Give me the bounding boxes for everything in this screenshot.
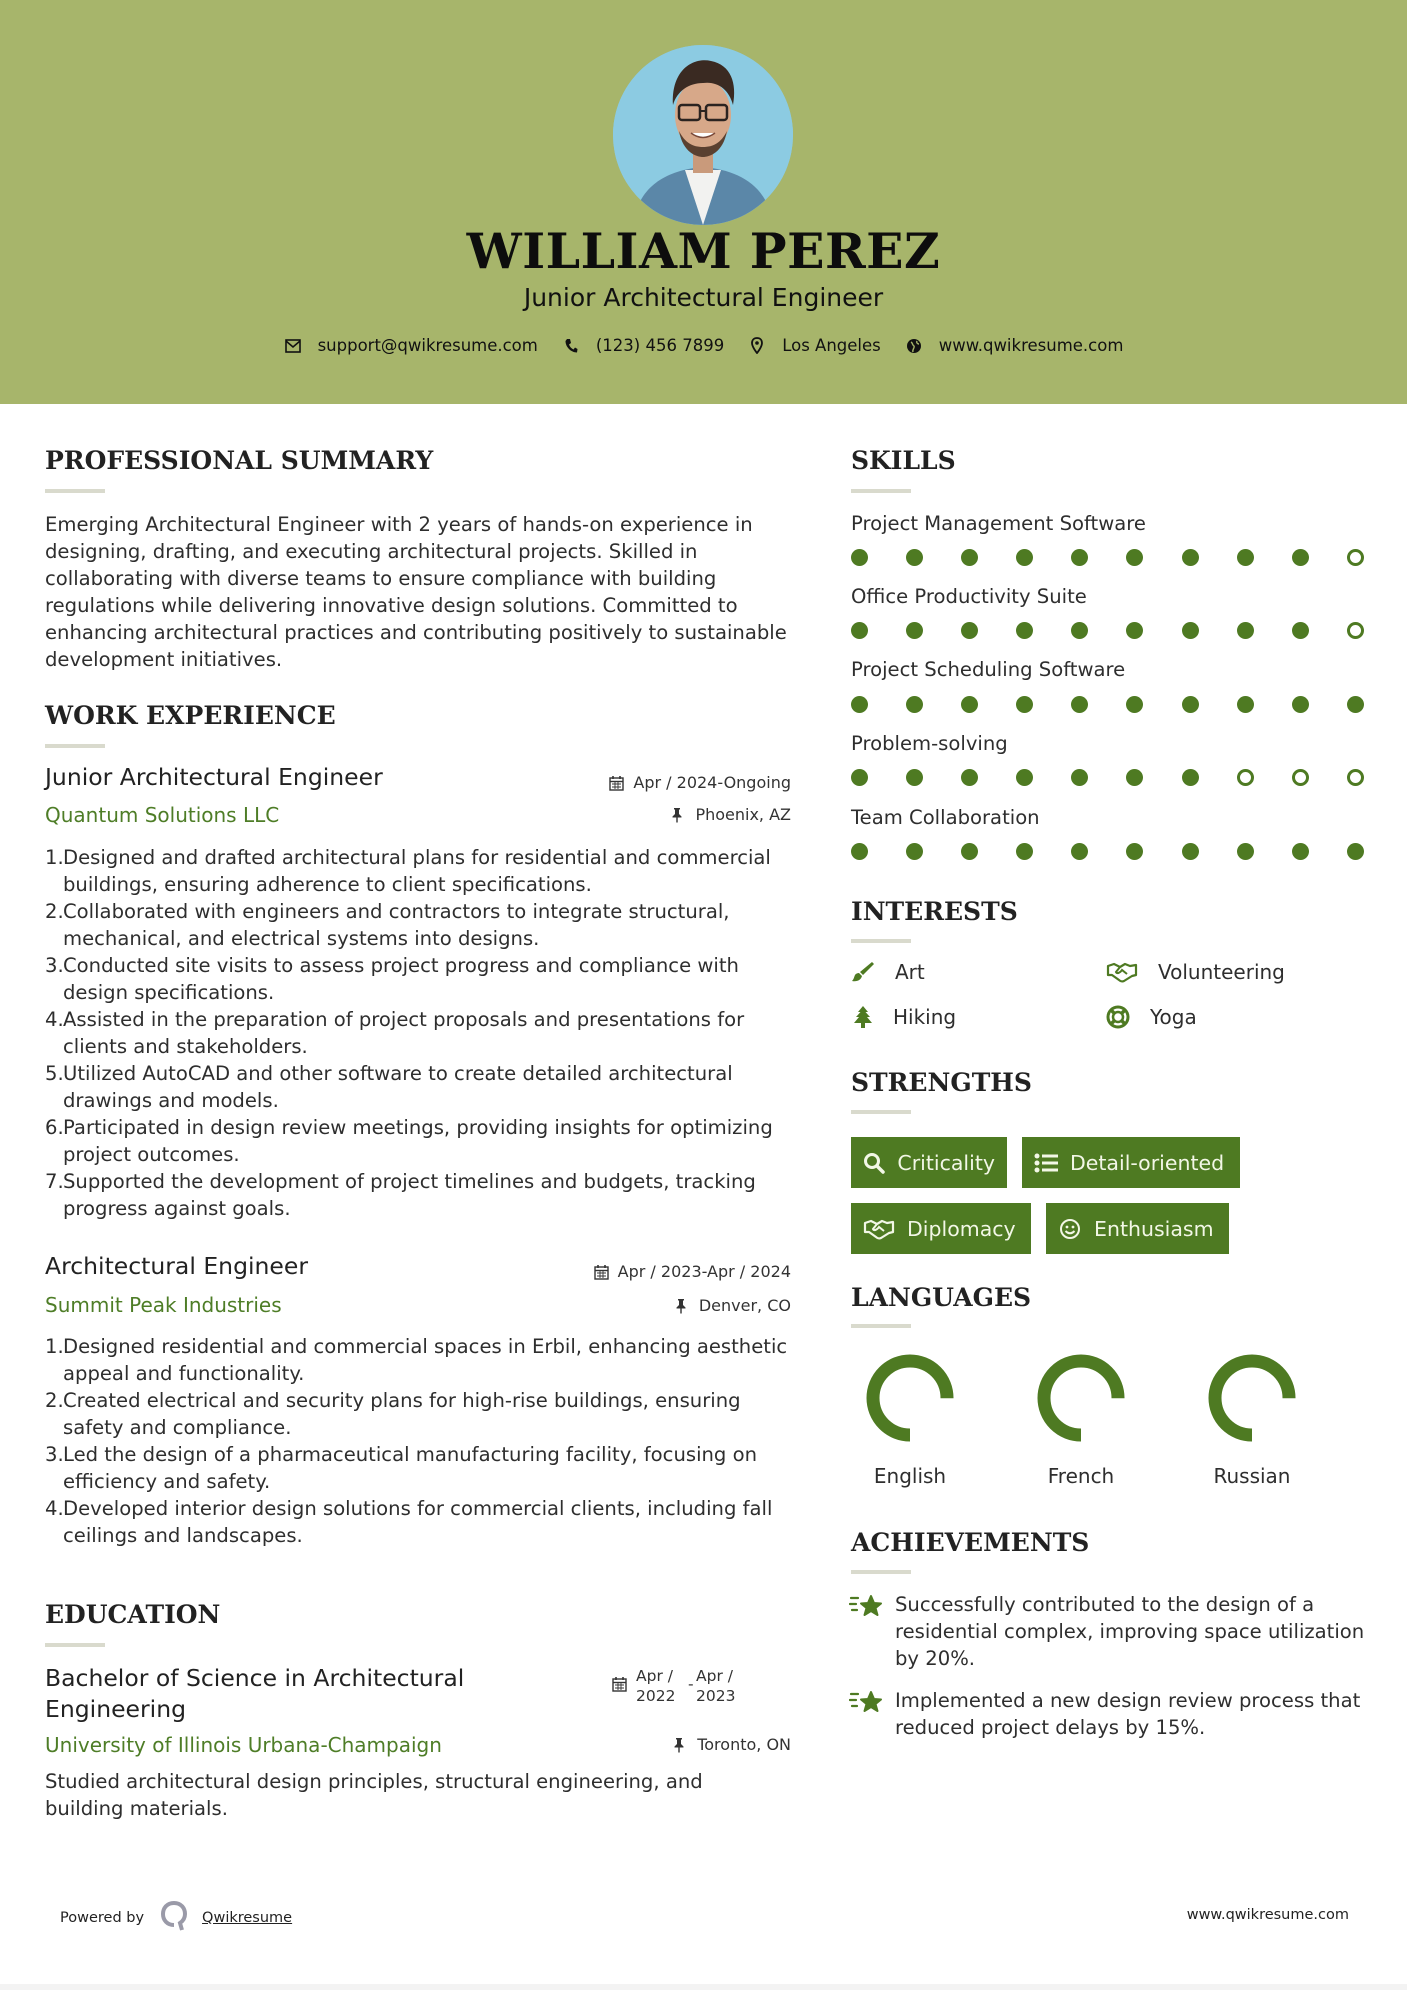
skill-dot-filled	[1237, 843, 1254, 860]
skill-dot-filled	[961, 622, 978, 639]
language-name: French	[1047, 1464, 1115, 1488]
date-separator: -	[688, 1675, 694, 1693]
skill-dot-filled	[851, 769, 868, 786]
skill-dot-filled	[1182, 696, 1199, 713]
education-location	[673, 1735, 791, 1754]
bullet-item: 3. Led the design of a pharmaceutical manufacturing facility, focusing on efficiency and safety.	[45, 1443, 757, 1493]
skill-dot-filled	[1126, 769, 1143, 786]
education-start: Apr / 2022	[636, 1667, 676, 1705]
candidate-name: WILLIAM PEREZ	[466, 222, 941, 280]
job-location	[671, 805, 791, 824]
skill-dot-filled	[1126, 696, 1143, 713]
language-item	[1021, 1350, 1141, 1488]
resume-header	[0, 0, 1407, 404]
language-progress-ring	[1033, 1350, 1129, 1446]
heading-underline	[851, 1324, 911, 1328]
skill-dot-filled	[1016, 696, 1033, 713]
skill-name: Project Management Software	[851, 512, 1146, 535]
heading-underline	[851, 939, 911, 943]
profile-photo	[613, 45, 793, 225]
company-name: Quantum Solutions LLC	[45, 803, 280, 827]
experience-heading: WORK EXPERIENCE	[45, 701, 336, 730]
skill-dot-filled	[1071, 696, 1088, 713]
tree-icon	[851, 1005, 875, 1029]
job-location	[675, 1296, 791, 1315]
calendar-icon	[594, 1264, 610, 1280]
skill-dot-filled	[1237, 549, 1254, 566]
thumbtack-icon	[671, 807, 687, 823]
skill-dot-empty	[1237, 769, 1254, 786]
skill-dot-filled	[961, 843, 978, 860]
strength-chip: Diplomacy	[851, 1203, 1031, 1254]
skill-dot-filled	[1126, 622, 1143, 639]
contact-phone[interactable]	[562, 336, 724, 355]
powered-by	[60, 1900, 292, 1936]
education-dates	[612, 1666, 746, 1706]
job-dates	[594, 1262, 791, 1281]
job-location-text: Phoenix, AZ	[695, 805, 791, 824]
skill-dot-filled	[1182, 622, 1199, 639]
language-progress-ring	[1204, 1350, 1300, 1446]
job-dates-text: Apr / 2023-Apr / 2024	[617, 1262, 791, 1281]
skill-dot-filled	[1237, 622, 1254, 639]
skill-dot-filled	[851, 622, 868, 639]
bullet-item: 4. Developed interior design solutions for commercial clients, including fall ceilings and landscapes.	[45, 1497, 773, 1547]
bullet-item: 3. Conducted site visits to assess project progress and compliance with design specifications.	[45, 954, 739, 1004]
bullet-item: 1. Designed residential and commercial spaces in Erbil, enhancing aesthetic appeal and functionality.	[45, 1335, 788, 1385]
qwikresume-logo-icon	[160, 1900, 188, 1936]
education-end: Apr / 2023	[696, 1667, 736, 1705]
skill-dot-filled	[1292, 843, 1309, 860]
skill-name: Problem-solving	[851, 732, 1008, 755]
thumbtack-icon	[673, 1737, 689, 1753]
skill-dot-filled	[1347, 696, 1364, 713]
skill-dot-filled	[851, 549, 868, 566]
skill-name: Team Collaboration	[851, 806, 1040, 829]
job-bullets	[45, 844, 795, 1222]
strength-chip: Criticality	[851, 1137, 1007, 1188]
summary-text: Emerging Architectural Engineer with 2 years of hands-on experience in designing, drafting, and executing architectural projects. Skilled in collaborating with diverse teams to ensure compliance with building regulations while delivering innovative design solutions. Committed to enhancing architectural practices and contributing positively to sustainable development initiatives.	[45, 513, 787, 671]
qwikresume-link[interactable]: Qwikresume	[202, 1910, 293, 1926]
skill-name: Office Productivity Suite	[851, 585, 1087, 608]
school-name: University of Illinois Urbana-Champaign	[45, 1733, 442, 1757]
heading-underline	[851, 1570, 911, 1574]
interest-item: Art	[851, 960, 925, 984]
candidate-title: Junior Architectural Engineer	[523, 283, 884, 312]
summary-heading: PROFESSIONAL SUMMARY	[45, 446, 434, 475]
language-name: English	[873, 1464, 947, 1488]
life-ring-icon	[1106, 1005, 1130, 1029]
skill-dot-filled	[1071, 843, 1088, 860]
skill-dot-empty	[1347, 549, 1364, 566]
strengths-heading: STRENGTHS	[851, 1068, 1032, 1097]
language-item	[1192, 1350, 1312, 1488]
heading-underline	[851, 1110, 911, 1114]
bullet-item: 2. Collaborated with engineers and contractors to integrate structural, mechanical, and electrical systems into designs.	[45, 900, 730, 950]
skill-dot-filled	[1292, 549, 1309, 566]
skill-dot-empty	[1347, 622, 1364, 639]
contact-phone-text: (123) 456 7899	[595, 336, 725, 355]
contact-website[interactable]	[905, 336, 1124, 355]
bullet-item: 4. Assisted in the preparation of project proposals and presentations for clients and stakeholders.	[45, 1008, 745, 1058]
skill-dot-filled	[851, 843, 868, 860]
interests-heading: INTERESTS	[851, 897, 1018, 926]
skill-dot-filled	[906, 696, 923, 713]
page-bottom-edge	[0, 1984, 1407, 1990]
achievement-item: Implemented a new design review process that reduced project delays by 15%.	[849, 1687, 1369, 1741]
skill-dot-filled	[906, 549, 923, 566]
education-heading: EDUCATION	[45, 1600, 221, 1629]
thumbtack-icon	[675, 1298, 691, 1314]
job-title: Architectural Engineer	[45, 1252, 308, 1280]
job-bullets	[45, 1333, 795, 1549]
contact-bar	[0, 336, 1407, 355]
skill-dot-filled	[1016, 769, 1033, 786]
job-title: Junior Architectural Engineer	[45, 763, 383, 791]
skill-dot-filled	[961, 696, 978, 713]
achievement-item: Successfully contributed to the design of a residential complex, improving space utilization by 20%.	[849, 1591, 1369, 1672]
skill-dot-filled	[1237, 696, 1254, 713]
skill-dot-filled	[1071, 622, 1088, 639]
job-dates	[609, 773, 791, 792]
handshake-icon	[863, 1217, 895, 1241]
heading-underline	[45, 489, 105, 493]
phone-icon	[562, 337, 580, 355]
degree-title: Bachelor of Science in Architectural Engineering	[45, 1664, 465, 1723]
achievements-heading: ACHIEVEMENTS	[851, 1528, 1090, 1557]
heading-underline	[45, 1643, 105, 1647]
skill-dot-filled	[1126, 843, 1143, 860]
skill-dot-filled	[1182, 843, 1199, 860]
skill-dot-filled	[1126, 549, 1143, 566]
skill-dot-filled	[1292, 696, 1309, 713]
contact-location	[748, 336, 881, 355]
contact-email-text: support@qwikresume.com	[317, 336, 538, 355]
skill-name: Project Scheduling Software	[851, 658, 1126, 681]
education-location-text: Toronto, ON	[697, 1735, 791, 1754]
skill-rating	[851, 696, 1402, 713]
footer-website[interactable]: www.qwikresume.com	[1186, 1907, 1349, 1923]
job-location-text: Denver, CO	[698, 1296, 791, 1315]
skill-dot-filled	[1071, 769, 1088, 786]
education-description: Studied architectural design principles, structural engineering, and building materials.	[45, 1770, 703, 1820]
interest-item: Volunteering	[1106, 960, 1285, 984]
language-name: Russian	[1213, 1464, 1291, 1488]
bullet-item: 7. Supported the development of project timelines and budgets, tracking progress against goals.	[45, 1170, 756, 1220]
calendar-icon	[609, 775, 625, 791]
heading-underline	[851, 489, 911, 493]
heading-underline	[45, 744, 105, 748]
skill-dot-filled	[906, 769, 923, 786]
skill-rating	[851, 843, 1402, 860]
job-dates-text: Apr / 2024-Ongoing	[633, 773, 791, 792]
skills-heading: SKILLS	[851, 446, 956, 475]
skill-rating	[851, 549, 1402, 566]
language-progress-ring	[862, 1350, 958, 1446]
skill-dot-filled	[851, 696, 868, 713]
skill-dot-filled	[1292, 622, 1309, 639]
skill-rating	[851, 769, 1402, 786]
bullet-item: 5. Utilized AutoCAD and other software to create detailed architectural drawings and models.	[45, 1062, 733, 1112]
shooting-star-icon	[849, 1592, 885, 1622]
interest-item: Yoga	[1106, 1005, 1197, 1029]
skill-dot-filled	[1347, 843, 1364, 860]
skill-dot-filled	[1182, 769, 1199, 786]
bullet-item: 2. Created electrical and security plans for high-rise buildings, ensuring safety and compliance.	[45, 1389, 741, 1439]
shooting-star-icon	[849, 1688, 885, 1718]
skill-dot-filled	[906, 622, 923, 639]
calendar-icon	[612, 1676, 628, 1692]
skill-dot-filled	[906, 843, 923, 860]
contact-email[interactable]	[284, 336, 538, 355]
strength-chip: Detail-oriented	[1022, 1137, 1240, 1188]
bullet-item: 1. Designed and drafted architectural plans for residential and commercial buildings, ensuring adherence to client specifications.	[45, 846, 771, 896]
skill-dot-filled	[1182, 549, 1199, 566]
language-item	[850, 1350, 970, 1488]
skill-dot-filled	[1016, 549, 1033, 566]
skill-rating	[851, 622, 1402, 639]
languages-heading: LANGUAGES	[851, 1283, 1032, 1312]
paintbrush-icon	[851, 960, 875, 984]
smile-icon	[1058, 1217, 1082, 1241]
contact-location-text: Los Angeles	[782, 336, 881, 355]
handshake-icon	[1106, 960, 1138, 984]
search-icon	[863, 1151, 885, 1175]
envelope-icon	[284, 337, 302, 355]
skill-dot-filled	[1016, 622, 1033, 639]
bullet-item: 6. Participated in design review meetings, providing insights for optimizing project outcomes.	[45, 1116, 773, 1166]
interest-item: Hiking	[851, 1005, 956, 1029]
skill-dot-empty	[1347, 769, 1364, 786]
skill-dot-filled	[961, 769, 978, 786]
strength-chip: Enthusiasm	[1046, 1203, 1229, 1254]
skill-dot-filled	[1071, 549, 1088, 566]
company-name: Summit Peak Industries	[45, 1293, 282, 1317]
skill-dot-filled	[961, 549, 978, 566]
globe-icon	[905, 337, 923, 355]
contact-website-text: www.qwikresume.com	[938, 336, 1124, 355]
skill-dot-filled	[1016, 843, 1033, 860]
skill-dot-empty	[1292, 769, 1309, 786]
powered-by-label: Powered by	[60, 1910, 145, 1926]
list-icon	[1034, 1151, 1058, 1175]
map-marker-icon	[748, 337, 766, 355]
